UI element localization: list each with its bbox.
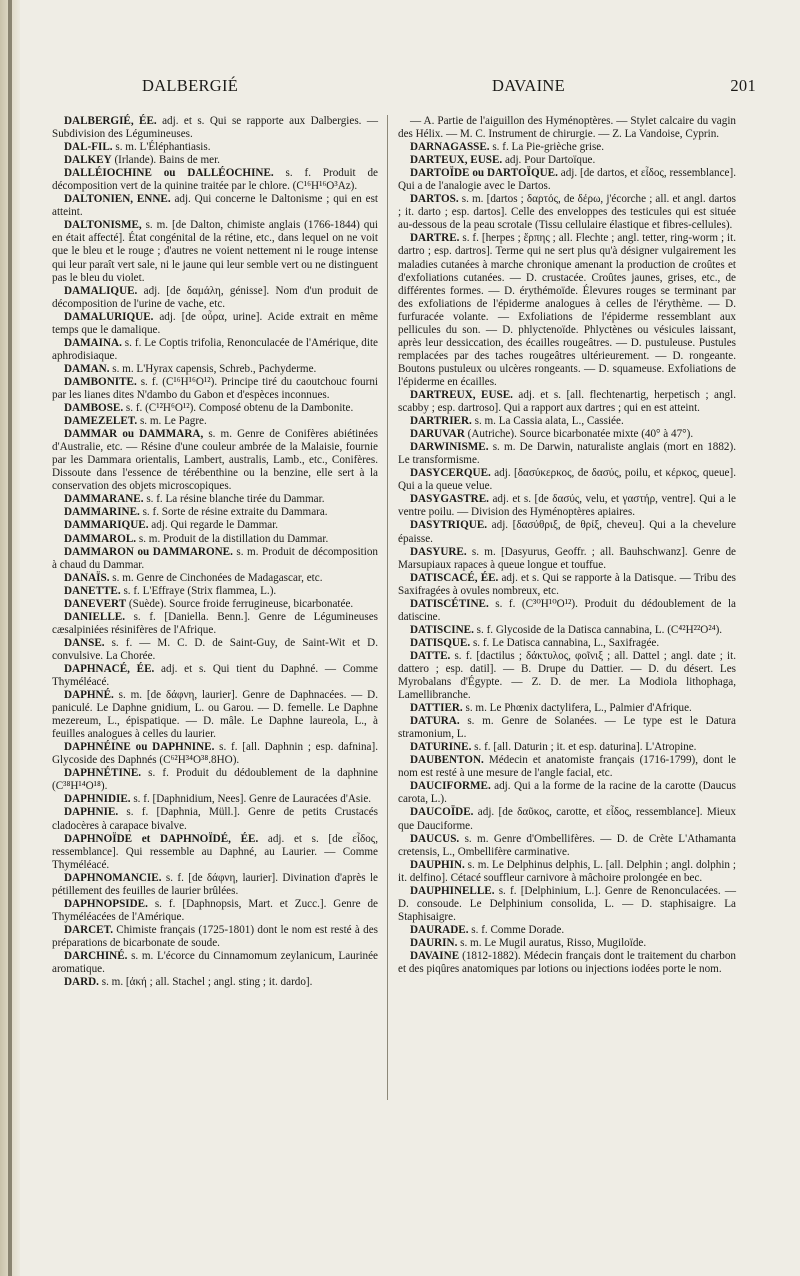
entry-headword: DASYGASTRE. [410, 493, 489, 506]
entry-headword: DASYCERQUE. [410, 467, 491, 480]
left-column [52, 115, 378, 989]
dictionary-entry [52, 585, 378, 598]
dictionary-entry [52, 598, 378, 611]
entry-headword: DALKEY [64, 154, 112, 167]
entry-headword: DAMALURIQUE. [64, 310, 154, 323]
dictionary-entry [398, 624, 736, 637]
entry-definition: s. f. [Daniella. Benn.]. Genre de Légumineuses cæsalpiniées résinifères de l'Afrique. [52, 610, 378, 636]
dictionary-entry [52, 637, 378, 663]
dictionary-entry [52, 872, 378, 898]
entry-headword: DAMMARON ou DAMMARONE. [64, 545, 233, 558]
entry-headword: DATISQUE. [410, 636, 471, 649]
entry-headword: DALTONIEN, ENNE. [64, 193, 171, 206]
entry-definition: s. f. Glycoside de la Datisca cannabina, L. (C⁴²H²²O²⁴). [473, 623, 723, 636]
entry-headword: DARTEUX, EUSE. [410, 154, 503, 167]
entry-definition: s. f. Le Datisca cannabina, L., Saxifragée. [470, 636, 660, 649]
dictionary-entry [52, 376, 378, 402]
entry-headword: DAPHNOÏDE et DAPHNOÏDÉ, ÉE. [64, 832, 259, 845]
entry-definition: s. f. Produit de décomposition vert de la quinine traitée par le chlore. (C¹⁶H¹⁶O³Az). [52, 167, 378, 193]
entry-headword: DALBERGIÉ, ÉE. [64, 115, 157, 127]
entry-headword: DARTOS. [410, 193, 459, 206]
entry-headword: DAMAN. [64, 362, 110, 375]
column-divider [387, 115, 388, 1100]
entry-definition: s. m. De Darwin, naturaliste anglais (mort en 1882). Le transformisme. [398, 441, 736, 467]
entry-definition: s. f. Comme Dorade. [468, 923, 565, 936]
dictionary-entry [398, 232, 736, 389]
entry-headword: DAVAINE [410, 950, 460, 962]
entry-definition: s. m. Le Pagre. [137, 415, 207, 428]
entry-definition: adj. et s. [de δασύς, velu, et γαστήρ, ventre]. Qui a le ventre poilu. — Division des Hyménoptères apiaires. [398, 493, 736, 519]
dictionary-entry [398, 193, 736, 232]
entry-definition: s. m. L'Hyrax capensis, Schreb., Pachyderme. [109, 362, 317, 375]
entry-definition: adj. Qui concerne le Daltonisme ; qui en est atteint. [52, 193, 378, 219]
entry-definition: adj. et s. Qui se rapporte à la Datisque. — Tribu des Saxifragées à ovules nombreux, etc. [398, 571, 737, 597]
entry-definition: s. m. Genre de Conifères abiétinées d'Australie, etc. — Résine d'une couleur ambrée de la Malaisie, fournie par les Dammara orientalis, Lambert, australis, Lamb., etc., Conifères. Dissoute dans l'essence de térébenthine ou la benzine, elle sert à la conservation des objets microscopiques. [52, 428, 378, 493]
dictionary-entry [52, 924, 378, 950]
entry-definition: s. f. — M. C. D. de Saint-Guy, de Saint-Wit et D. convulsive. La Chorée. [52, 636, 378, 662]
entry-definition: s. m. Le Delphinus delphis, L. [all. Delphin ; angl. dolphin ; it. delfino]. Cétacé souffleur carnivore à mâchoire prolongée en bec. [398, 858, 736, 884]
entry-definition: s. f. Sorte de résine extraite du Dammara. [139, 506, 328, 519]
entry-headword: DARTOÏDE ou DARTOÏQUE. [410, 167, 558, 180]
entry-definition: s. f. [Daphnopsis, Mart. et Zucc.]. Genre de Thyméléacées de l'Amérique. [52, 897, 378, 923]
dictionary-entry [52, 898, 378, 924]
dictionary-entry [398, 154, 736, 167]
entry-headword: DAMAINA. [64, 336, 122, 349]
entry-definition: s. m. Le Mugil auratus, Risso, Mugiloïde. [457, 936, 647, 949]
entry-headword: DAPHNÉ. [64, 689, 114, 702]
dictionary-entry [52, 311, 378, 337]
dictionary-entry [398, 167, 736, 193]
dictionary-entry [398, 715, 736, 741]
entry-definition: s. f. [Delphinium, L.]. Genre de Renonculacées. — D. consoude. Le Delphinium consolida, L. — D. staphisaigre. La Staphisaigre. [398, 884, 736, 923]
entry-headword: DASYTRIQUE. [410, 519, 488, 532]
entry-definition: adj. Qui a la forme de la racine de la carotte (Daucus carota, L.). [398, 780, 736, 806]
entry-headword: DATISCACÉ, ÉE. [410, 571, 499, 584]
entry-headword: DATISCINE. [410, 623, 474, 636]
entry-headword: DAPHNOMANCIE. [64, 871, 162, 884]
dictionary-entry [52, 493, 378, 506]
entry-definition: adj. et s. Qui se rapporte aux Dalbergies. — Subdivision des Légumineuses. [52, 115, 379, 141]
entry-definition: s. f. Produit du dédoublement de la daphnine (C³⁸H¹⁴O¹⁸). [52, 767, 378, 793]
entry-headword: DALLÉIOCHINE ou DALLÉOCHINE. [64, 167, 274, 180]
entry-headword: DAPHNOPSIDE. [64, 897, 148, 910]
left-running-head: DALBERGIÉ [142, 76, 239, 95]
entry-headword: DATURINE. [410, 741, 472, 754]
dictionary-entry [52, 519, 378, 532]
entry-definition: s. m. [ἀκή ; all. Stachel ; angl. sting ; it. dardo]. [98, 976, 313, 989]
entry-headword: DANETTE. [64, 584, 121, 597]
entry-headword: DANEVERT [64, 597, 127, 610]
entry-definition: (Suède). Source froide ferrugineuse, bicarbonatée. [126, 597, 354, 610]
entry-headword: DAUBENTON. [410, 754, 484, 767]
entry-headword: DARUVAR [410, 428, 465, 441]
entry-headword: DATTE. [410, 649, 451, 662]
dictionary-entry [52, 611, 378, 637]
entry-definition: (1812-1882). Médecin français dont le traitement du charbon et des piqûres anatomiques par lotions ou injections iodées porte le nom. [398, 950, 736, 976]
entry-definition: s. m. L'Éléphantiasis. [112, 141, 211, 154]
entry-headword: DARD. [64, 976, 99, 989]
entry-headword: DANSE. [64, 636, 105, 649]
dictionary-entry [398, 519, 736, 545]
entry-headword: DAUCIFORME. [410, 780, 491, 793]
entry-headword: DAURADE. [410, 923, 469, 936]
dictionary-entry [52, 741, 378, 767]
entry-headword: DANAÏS. [64, 571, 110, 584]
dictionary-entry [398, 924, 736, 937]
dictionary-entry [52, 950, 378, 976]
right-running-head: DAVAINE [492, 76, 565, 95]
dictionary-entry [52, 402, 378, 415]
entry-definition: s. m. L'écorce du Cinnamomum zeylanicum, Laurinée aromatique. [52, 950, 378, 976]
dictionary-entry [398, 702, 736, 715]
entry-definition: s. f. [herpes ; ἕρπης ; all. Flechte ; angl. tetter, ring-worm ; it. dartro ; esp. dartros]. Terme qui ne sert plus qu'à désigner vulgairement les maladies cutanées à marche chronique amenant la production de croûtes et d'exfoliations cutanées. — D. crustacée. Croûtes jaunes, grises, etc., de différentes formes. — D. érythémoïde. Élevures rouges se terminant par des exfoliations de l'épiderme analogues à celles de l'érythème. — D. furfuracée volante. — Exfoliations de l'épiderme ressemblant aux pellicules du son. — D. phlyctenoïde. Phlyctènes ou vésicules laissant, après leur dessiccation, des écailles rougeâtres. — D. pustuleuse. Pustules remplacées par des taches rougeâtres ultérieurement. — D. rongeante. Boutons pustuleux ou ulcères rongeants. — D. squameuse. Exfoliations de l'épiderme en écailles. [398, 232, 736, 388]
entry-definition: s. f. (C¹⁶H¹⁶O¹²). Principe tiré du caoutchouc fourni par les lianes dites N'dambo du Gabon et d'espèces inconnues. [52, 375, 378, 401]
entry-definition: s. m. La Cassia alata, L., Cassiée. [471, 415, 624, 428]
dictionary-entry [52, 285, 378, 311]
entry-headword: DARTREUX, EUSE. [410, 388, 513, 401]
entry-headword: DALTONISME, [64, 219, 142, 232]
entry-definition: s. f. L'Effraye (Strix flammea, L.). [120, 584, 277, 597]
entry-definition: s. f. La résine blanche tirée du Dammar. [143, 493, 325, 506]
entry-definition: adj. [δασύκερκος, de δασύς, poilu, et κέρκος, queue]. Qui a la queue velue. [398, 467, 736, 493]
entry-definition: s. f. [Daphnia, Müll.]. Genre de petits Crustacés cladocères à carapace bivalve. [52, 806, 378, 832]
entry-headword: DAMBOSE. [64, 402, 124, 415]
dictionary-entry [398, 441, 736, 467]
entry-definition: s. f. (C¹²H⁶O¹²). Composé obtenu de la Dambonite. [123, 402, 354, 415]
entry-definition: adj. [δασύθριξ, de θρίξ, cheveu]. Qui a la chevelure épaisse. [398, 519, 736, 545]
entry-headword: DAMBONITE. [64, 375, 137, 388]
dictionary-entry [52, 793, 378, 806]
entry-definition: s. m. [de δάφνη, laurier]. Genre de Daphnacées. — D. paniculé. Le Daphne gnidium, L. ou Garou. — D. femelle. Le Daphne mezereum, L., épispatique. — D. mâle. Le Daphne laureola, L., à feuilles analogues à celles du laurier. [52, 689, 378, 741]
entry-headword: DAUPHINELLE. [410, 884, 495, 897]
right-column [398, 115, 736, 976]
page-binding-edge [8, 0, 12, 1276]
entry-definition: s. f. Le Coptis trifolia, Renonculacée de l'Amérique, dite aphrodisiaque. [52, 336, 378, 362]
dictionary-entry [398, 937, 736, 950]
entry-definition: adj. [de dartos, et εἶδος, ressemblance]. Qui a de l'analogie avec le Dartos. [398, 167, 736, 193]
dictionary-entry [398, 115, 736, 141]
entry-headword: DAPHNIDIE. [64, 793, 131, 806]
dictionary-entry [398, 389, 736, 415]
entry-headword: DANIELLE. [64, 610, 125, 623]
entry-headword: DAPHNÉTINE. [64, 767, 142, 780]
entry-headword: DAURIN. [410, 936, 458, 949]
entry-headword: DATISCÉTINE. [410, 597, 489, 610]
entry-headword: DAMMAR ou DAMMARA, [64, 428, 204, 441]
entry-definition: s. f. (C³⁰H¹⁰O¹²). Produit du dédoublement de la datiscine. [398, 597, 736, 623]
entry-definition: adj. et s. [de εἶδος, ressemblance]. Qui ressemble au Daphné, au Laurier. — Comme Thyméléacé. [52, 832, 378, 871]
entry-headword: DAMEZELET. [64, 415, 138, 428]
page-number: 201 [730, 76, 756, 95]
dictionary-entry [52, 415, 378, 428]
dictionary-entry [398, 885, 736, 924]
entry-headword: DAPHNACÉ, ÉE. [64, 662, 155, 675]
entry-headword: DAMMAROL. [64, 532, 137, 545]
entry-headword: DARNAGASSE. [410, 141, 490, 154]
dictionary-entry [52, 572, 378, 585]
dictionary-entry [52, 115, 378, 141]
dictionary-entry [52, 219, 378, 284]
dictionary-entry [398, 572, 736, 598]
entry-headword: DAMMARANE. [64, 493, 144, 506]
dictionary-entry [52, 546, 378, 572]
dictionary-entry [398, 467, 736, 493]
entry-headword: DAMMARIQUE. [64, 519, 149, 532]
dictionary-entry [52, 663, 378, 689]
dictionary-entry [52, 767, 378, 793]
entry-definition: s. f. [de δάφνη, laurier]. Divination d'après le pétillement des feuilles de laurier brûlées. [52, 871, 378, 897]
entry-headword: DAL-FIL. [64, 141, 113, 154]
dictionary-entry [52, 976, 378, 989]
dictionary-entry [52, 363, 378, 376]
entry-definition: adj. et s. Qui tient du Daphné. — Comme Thyméléacé. [52, 662, 378, 689]
entry-definition: Chimiste français (1725-1801) dont le nom est resté à des préparations de bicarbonate de soude. [52, 923, 378, 949]
entry-definition: s. m. [Dasyurus, Geoffr. ; all. Bauhschwanz]. Genre de Marsupiaux rapaces à queue longue et touffue. [398, 545, 736, 571]
entry-definition: s. f. La Pie-grièche grise. [489, 141, 605, 154]
entry-definition: (Irlande). Bains de mer. [111, 154, 220, 167]
dictionary-entry [398, 428, 736, 441]
entry-definition: s. m. Produit de la distillation du Dammar. [136, 532, 329, 545]
entry-definition: adj. Qui regarde le Dammar. [148, 519, 279, 532]
entry-definition: s. f. [all. Daturin ; it. et esp. daturina]. L'Atropine. [471, 741, 697, 754]
entry-headword: DARTRIER. [410, 415, 472, 428]
entry-headword: DASYURE. [410, 545, 467, 558]
entry-definition: — A. Partie de l'aiguillon des Hyménoptères. — Stylet calcaire du vagin des Hélix. — M. C. Instrument de chirurgie. — Z. La Vandoise, Cyprin. [398, 115, 736, 141]
entry-headword: DAUCOÏDE. [410, 806, 474, 819]
entry-headword: DAMMARINE. [64, 506, 140, 519]
entry-headword: DARCET. [64, 923, 114, 936]
dictionary-entry [52, 506, 378, 519]
dictionary-entry [52, 806, 378, 832]
dictionary-entry [52, 154, 378, 167]
running-header [40, 76, 760, 106]
entry-definition: s. m. Genre de Solanées. — Le type est le Datura stramonium, L. [398, 715, 736, 741]
dictionary-entry [52, 533, 378, 546]
dictionary-entry [398, 780, 736, 806]
entry-definition: adj. Pour Dartoïque. [502, 154, 596, 167]
dictionary-entry [398, 859, 736, 885]
dictionary-entry [398, 950, 736, 976]
dictionary-entry [52, 141, 378, 154]
dictionary-entry [52, 833, 378, 872]
entry-headword: DATURA. [410, 715, 460, 728]
entry-definition: s. m. [dartos ; δαρτός, de δέρω, j'écorche ; all. et angl. dartos ; it. darto ; esp. dartos]. Celle des enveloppes des testicules qui est située au-dessous de la peau scrotale (Tissu cellulaire élastique et fibres-cellules). [398, 193, 736, 232]
entry-definition: s. f. [all. Daphnin ; esp. dafnina]. Glycoside des Daphnés (C⁶²H³⁴O³⁸.8HO). [52, 741, 378, 767]
entry-definition: s. m. [de Dalton, chimiste anglais (1766-1844) qui en était affecté]. État congénital de la rétine, etc., dans lequel on ne voit que le bleu et le rouge ; d'autres ne voient nettement ni le rouge intense qui leur paraît vert sale, ni le jaune qui leur semble vert ou ne distinguent pas le bleu du violet. [52, 219, 378, 284]
entry-definition: adj. [de δαμάλη, génisse]. Nom d'un produit de décomposition de l'urine de vache, etc. [52, 284, 378, 310]
entry-headword: DAPHNIE. [64, 806, 119, 819]
entry-definition: (Autriche). Source bicarbonatée mixte (40° à 47°). [464, 428, 694, 441]
dictionary-entry [398, 741, 736, 754]
entry-definition: adj. [de οὖρα, urine]. Acide extrait en même temps que le damalique. [52, 310, 378, 336]
entry-headword: DARWINISME. [410, 441, 489, 454]
entry-headword: DARCHINÉ. [64, 950, 128, 962]
entry-definition: s. m. Produit de décomposition à chaud du Dammar. [52, 545, 379, 571]
dictionary-entry [52, 689, 378, 741]
dictionary-entry [398, 833, 736, 859]
entry-headword: DAUCUS. [410, 832, 460, 845]
entry-definition: s. f. [dactilus ; δάκτυλος, φοῖνιξ ; all. Dattel ; angl. date ; it. dattero ; esp. datil]. — B. Drupe du Dattier. — D. du désert. Les Myrobalans d'Égypte. — Z. D. de mer. La Modiola lithophaga, Lamellibranche. [398, 649, 736, 702]
dictionary-entry [398, 493, 736, 519]
dictionary-entry [398, 415, 736, 428]
dictionary-entry [398, 806, 736, 832]
dictionary-entry [398, 141, 736, 154]
entry-headword: DARTRE. [410, 232, 460, 245]
entry-definition: Médecin et anatomiste français (1716-1799), dont le nom est resté à une mesure de l'angle facial, etc. [398, 754, 736, 780]
entry-definition: s. f. [Daphnidium, Nees]. Genre de Lauracées d'Asie. [130, 793, 372, 806]
dictionary-entry [52, 337, 378, 363]
entry-definition: s. m. Genre d'Ombellifères. — D. de Crète L'Athamanta cretensis, L., Ombellifère carminative. [398, 832, 736, 858]
dictionary-entry [52, 167, 378, 193]
dictionary-entry [398, 754, 736, 780]
entry-definition: s. m. Le Phœnix dactylifera, L., Palmier d'Afrique. [462, 702, 692, 715]
dictionary-entry [398, 637, 736, 650]
entry-headword: DAPHNÉINE ou DAPHNINE. [64, 741, 215, 754]
dictionary-entry [52, 428, 378, 493]
dictionary-entry [52, 193, 378, 219]
entry-headword: DAMALIQUE. [64, 284, 138, 297]
entry-definition: adj. [de δαῦκος, carotte, et εἶδος, ressemblance]. Mieux que Dauciforme. [398, 806, 736, 832]
entry-definition: adj. et s. [all. flechtenartig, herpetisch ; angl. scabby ; esp. dartroso]. Qui a rapport aux dartres ; qui en est atteint. [398, 388, 737, 415]
dictionary-entry [398, 546, 736, 572]
dictionary-entry [398, 650, 736, 702]
entry-headword: DAUPHIN. [410, 858, 465, 871]
entry-headword: DATTIER. [410, 702, 463, 715]
entry-definition: s. m. Genre de Cinchonées de Madagascar, etc. [109, 571, 323, 584]
dictionary-entry [398, 598, 736, 624]
